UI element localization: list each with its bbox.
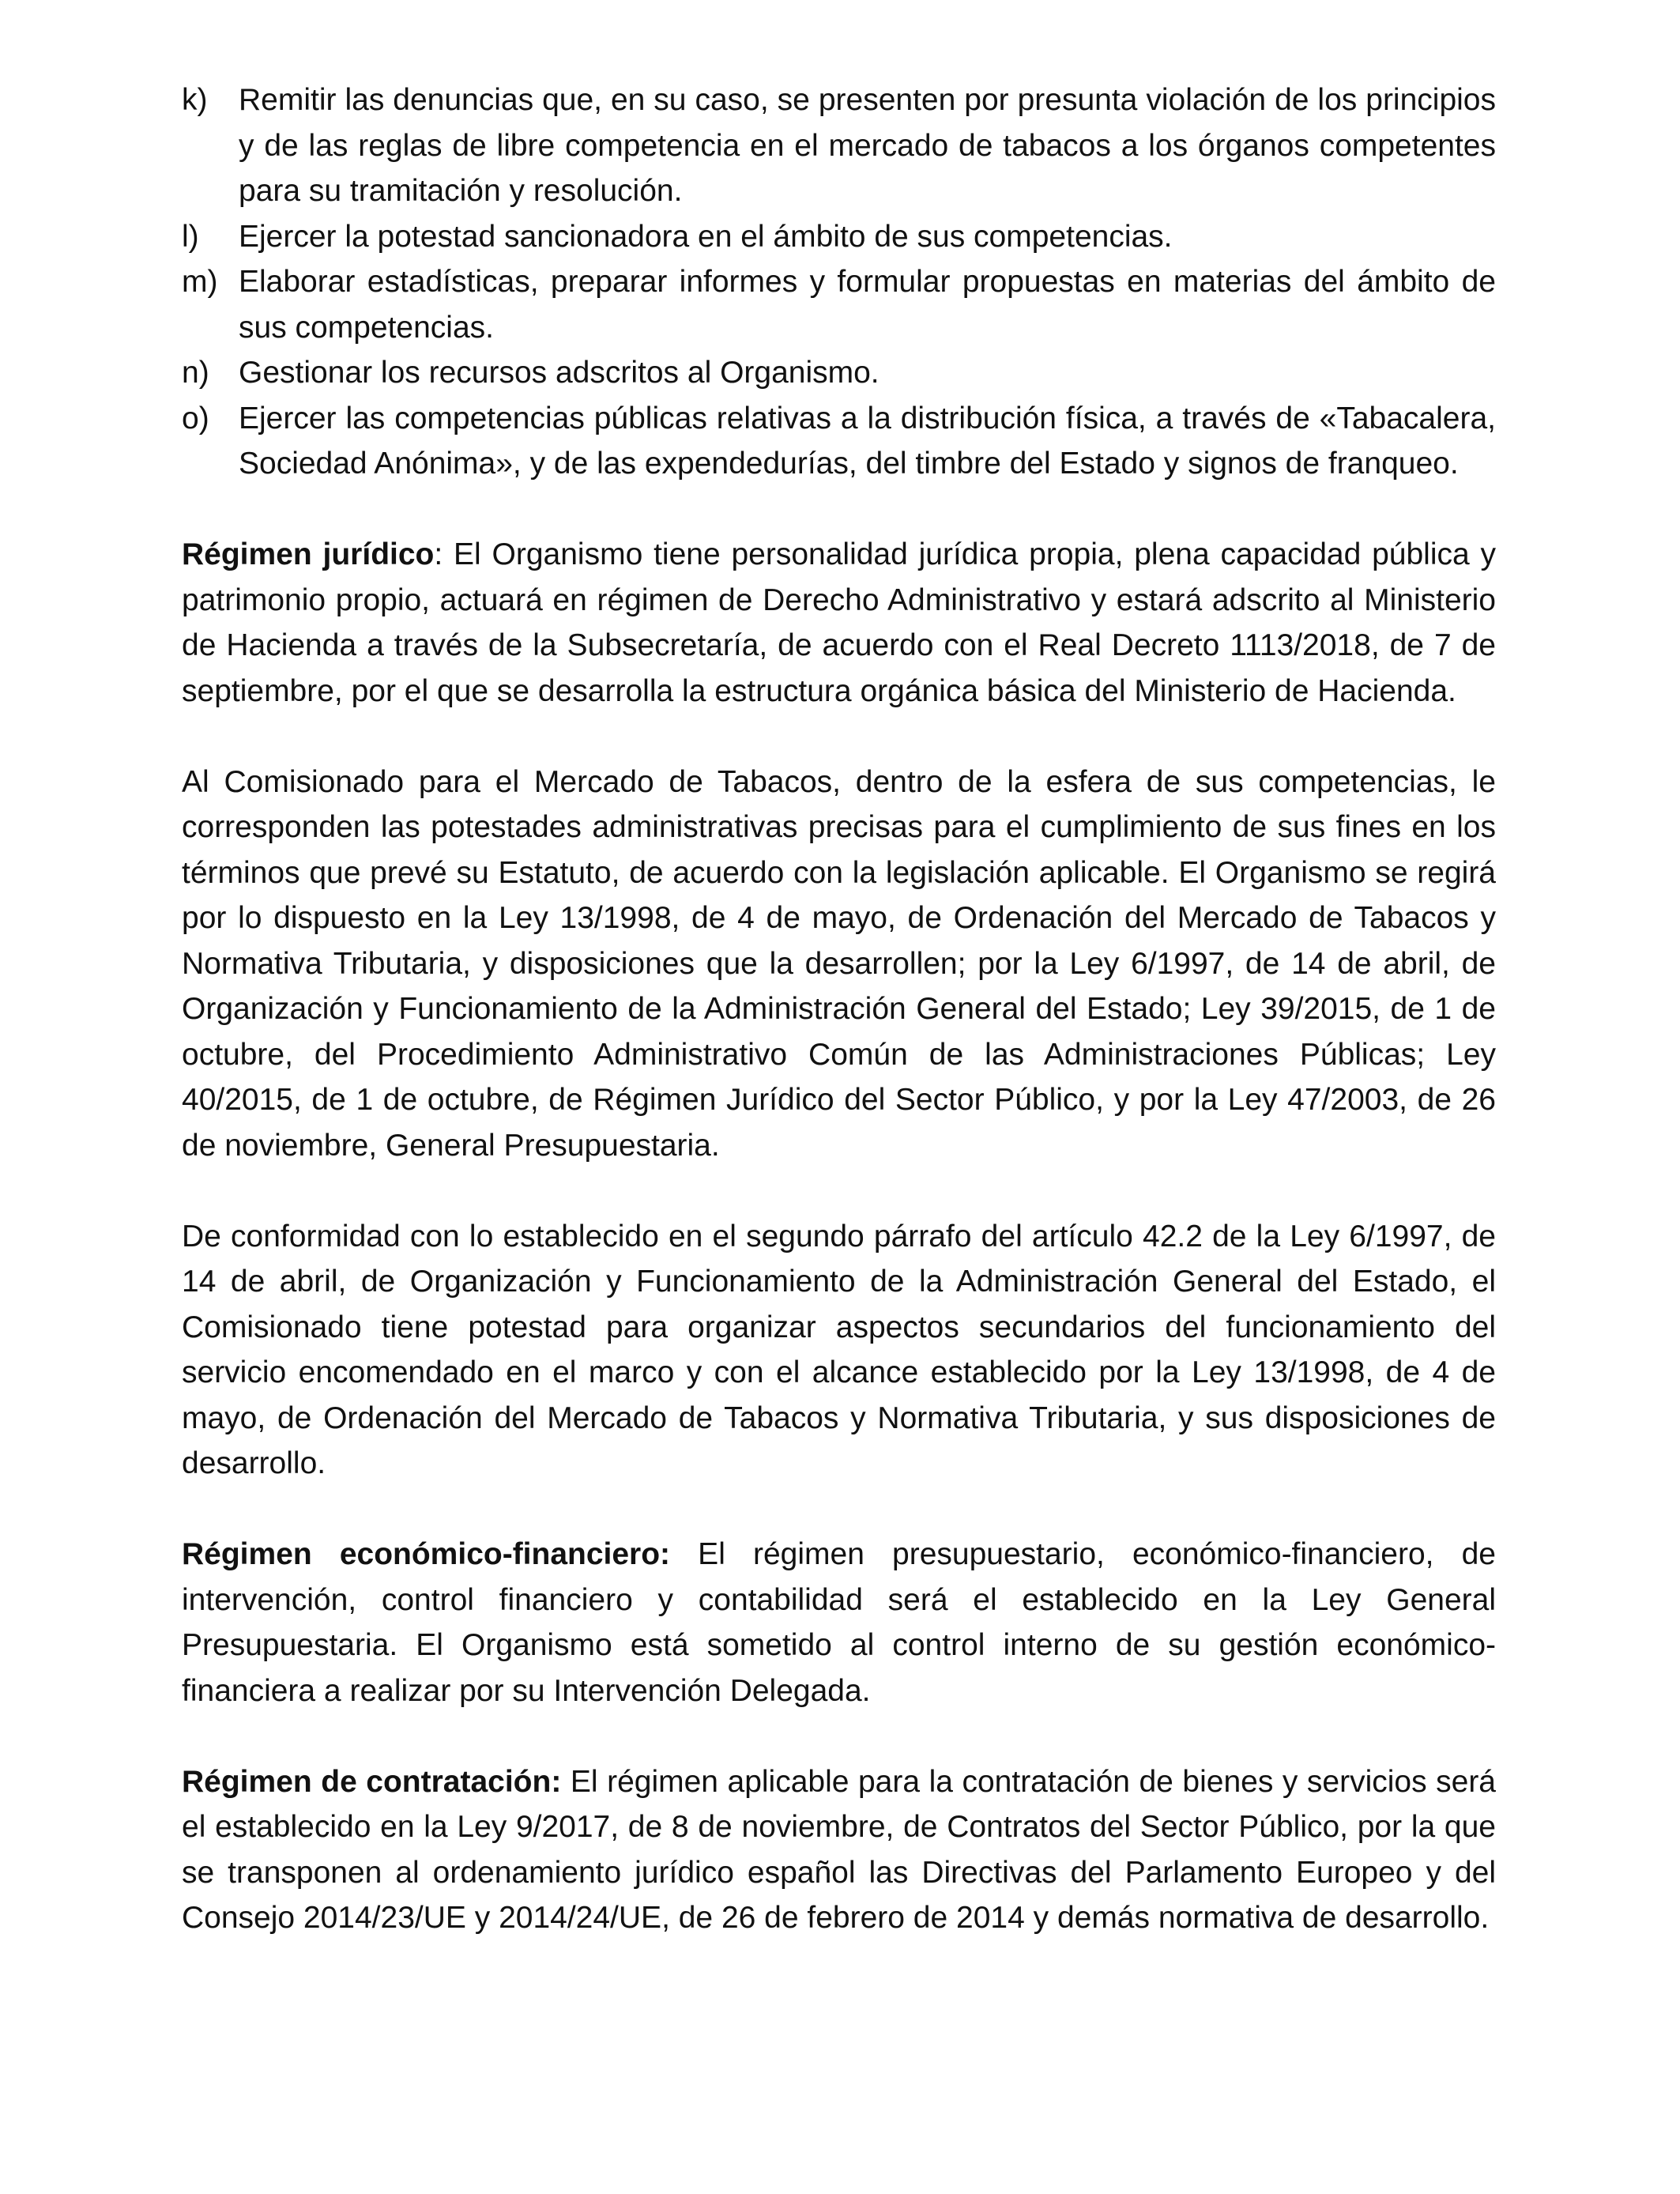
list-item (182, 350, 1496, 396)
regimen-contratacion-text: El régimen aplicable para la contratación de bienes y servicios será el establecido en la Ley 9/2017, de 8 de noviembre, de Contratos del Sector Público, por la que se transponen al ordenamiento jurídico español las Directivas del Parlamento Europeo y del Consejo 2014/23/UE y 2014/24/UE, de 26 de febrero de 2014 y demás normativa de desarrollo. (182, 1764, 1497, 1935)
list-marker: n) (182, 356, 209, 390)
list-marker: k) (182, 83, 208, 117)
list-item-text: Elaborar estadísticas, preparar informes y formular propuestas en materias del ámbito de sus competencias. (239, 265, 1496, 345)
regimen-economico-text: El régimen presupuestario, económico-financiero, de intervención, control financiero y contabilidad será el establecido en la Ley General Presupuestaria. El Organismo está sometido al control interno de su gestión económico-financiera a realizar por su Intervención Delegada. (182, 1537, 1496, 1708)
list-item-text: Ejercer la potestad sancionadora en el ámbito de sus competencias. (239, 219, 1173, 254)
document-page (182, 77, 1496, 1941)
competencias-list (182, 77, 1496, 487)
comisionado-paragraph: Al Comisionado para el Mercado de Tabacos, dentro de la esfera de sus competencias, le corresponden las potestades administrativas precisas para el cumplimiento de sus fines en los términos que prevé su Estatuto, de acuerdo con la legislación aplicable. El Organismo se regirá por lo dispuesto en la Ley 13/1998, de 4 de mayo, de Ordenación del Mercado de Tabacos y Normativa Tributaria, y disposiciones que la desarrollen; por la Ley 6/1997, de 14 de abril, de Organización y Funcionamiento de la Administración General del Estado; Ley 39/2015, de 1 de octubre, del Procedimiento Administrativo Común de las Administraciones Públicas; Ley 40/2015, de 1 de octubre, de Régimen Jurídico del Sector Público, y por la Ley 47/2003, de 26 de noviembre, General Presupuestaria. (182, 764, 1496, 1163)
list-item (182, 396, 1496, 487)
list-item-text: Ejercer las competencias públicas relativas a la distribución física, a través de «Tabacalera, Sociedad Anónima», y de las expendedurías, del timbre del Estado y signos de franqueo. (239, 401, 1496, 481)
list-item (182, 259, 1496, 350)
list-marker: l) (182, 219, 199, 254)
list-marker: m) (182, 265, 218, 299)
list-marker: o) (182, 401, 209, 435)
regimen-juridico-text: : El Organismo tiene personalidad jurídica propia, plena capacidad pública y patrimonio propio, actuará en régimen de Derecho Administrativo y estará adscrito al Ministerio de Hacienda a través de la Subsecretaría, de acuerdo con el Real Decreto 1113/2018, de 7 de septiembre, por el que se desarrolla la estructura orgánica básica del Ministerio de Hacienda. (182, 537, 1496, 708)
list-item (182, 77, 1496, 214)
regimen-juridico-paragraph (182, 532, 1496, 714)
regimen-contratacion-paragraph (182, 1759, 1496, 1941)
regimen-economico-heading: Régimen económico-financiero: (182, 1537, 671, 1571)
regimen-contratacion-heading: Régimen de contratación: (182, 1764, 562, 1799)
list-item-text: Remitir las denuncias que, en su caso, se presenten por presunta violación de los principios y de las reglas de libre competencia en el mercado de tabacos a los órganos competentes para su tramitación y resolución. (239, 83, 1496, 208)
regimen-economico-paragraph (182, 1532, 1496, 1713)
list-item (182, 214, 1496, 260)
list-item-text: Gestionar los recursos adscritos al Organismo. (239, 356, 880, 390)
regimen-juridico-heading: Régimen jurídico (182, 537, 435, 571)
conformidad-paragraph: De conformidad con lo establecido en el segundo párrafo del artículo 42.2 de la Ley 6/1997, de 14 de abril, de Organización y Funcionamiento de la Administración General del Estado, el Comisionado tiene potestad para organizar aspectos secundarios del funcionamiento del servicio encomendado en el marco y con el alcance establecido por la Ley 13/1998, de 4 de mayo, de Ordenación del Mercado de Tabacos y Normativa Tributaria, y sus disposiciones de desarrollo. (182, 1219, 1496, 1480)
